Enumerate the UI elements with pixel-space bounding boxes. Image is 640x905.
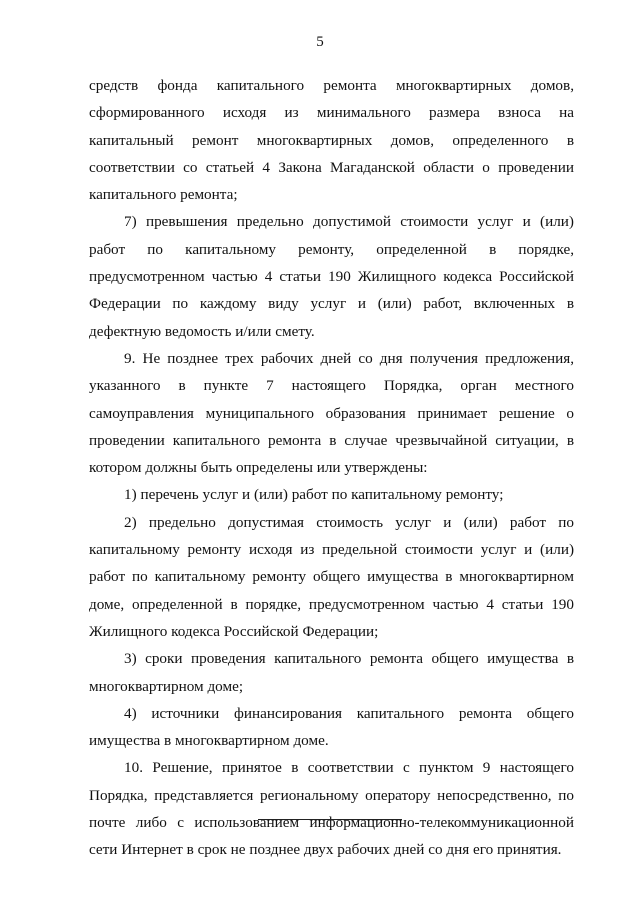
page-number: 5: [316, 34, 324, 50]
paragraph-continuation: средств фонда капитального ремонта многоквартирных домов, сформированного исходя из минимального размера взноса на капитальный ремонт многоквартирных домов, определенного в соответствии со статьей 4 Закона Магаданской области о проведении капитального ремонта;: [89, 77, 574, 204]
paragraph-subitem-3: 3) сроки проведения капитального ремонта общего имущества в многоквартирном доме;: [89, 650, 574, 695]
paragraph-item-7: 7) превышения предельно допустимой стоимости услуг и (или) работ по капитальному ремонту, определенной в порядке, предусмотренном частью 4 статьи 190 Жилищного кодекса Российской Федерации по каждому виду услуг и (или) работ, включенных в дефектную ведомость и/или смету.: [89, 213, 574, 340]
end-of-document-rule: [258, 819, 402, 820]
paragraph-subitem-2: 2) предельно допустимая стоимость услуг и (или) работ по капитальному ремонту исходя из предельной стоимости услуг и (или) работ по капитальному ремонту общего имущества в многоквартирном доме, определенной в порядке, предусмотренном частью 4 статьи 190 Жилищного кодекса Российской Федерации;: [89, 513, 574, 640]
document-body: [89, 72, 574, 864]
paragraph-clause-10: 10. Решение, принятое в соответствии с пунктом 9 настоящего Порядка, представляется региональному оператору непосредственно, по почте либо с использованием информационно-телекоммуникационной сети Интернет в срок не позднее двух рабочих дней со дня его принятия.: [89, 759, 574, 859]
paragraph-subitem-1: 1) перечень услуг и (или) работ по капитальному ремонту;: [124, 486, 504, 504]
paragraph-clause-9: 9. Не позднее трех рабочих дней со дня получения предложения, указанного в пункте 7 настоящего Порядка, орган местного самоуправления муниципального образования принимает решение о проведении капитального ремонта в случае чрезвычайной ситуации, в котором должны быть определены или утверждены:: [89, 349, 574, 477]
paragraph-subitem-4: 4) источники финансирования капитального ремонта общего имущества в многоквартирном доме.: [89, 704, 574, 750]
